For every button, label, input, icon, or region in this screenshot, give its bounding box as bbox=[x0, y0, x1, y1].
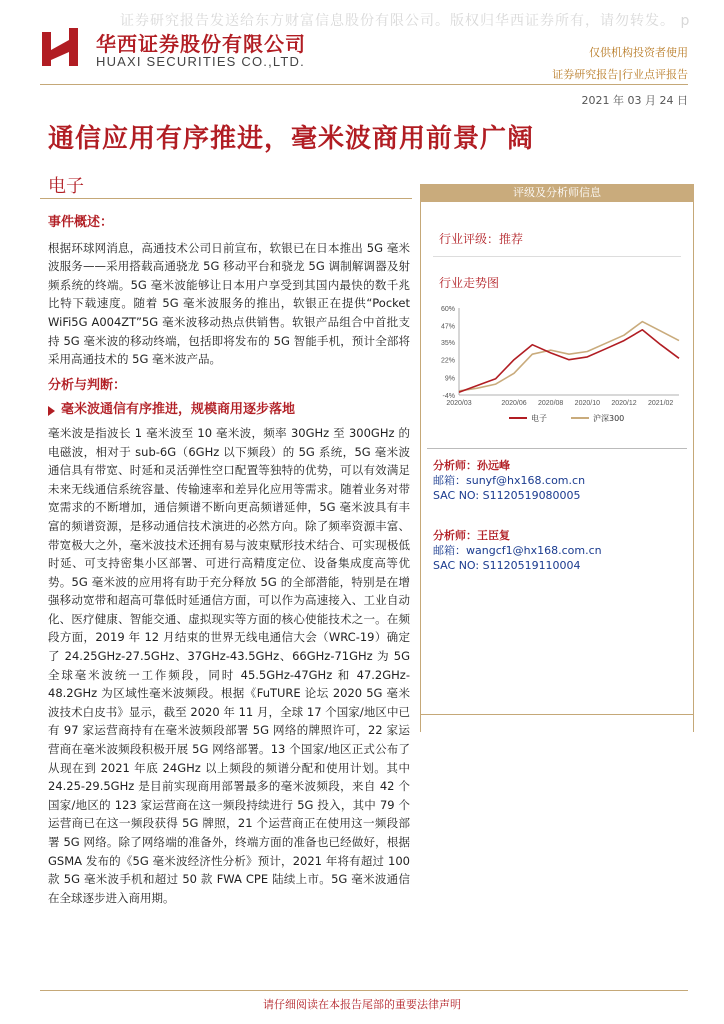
y-tick-label: 22% bbox=[440, 357, 455, 365]
series-line-电子 bbox=[459, 330, 679, 393]
analyst-1-sac: SAC NO: S1120519080005 bbox=[433, 489, 581, 502]
analyst-1-name: 分析师：孙远峰 bbox=[433, 459, 510, 472]
company-name-en: HUAXI SECURITIES CO.,LTD. bbox=[96, 54, 305, 69]
panel-body bbox=[420, 202, 694, 732]
analyst-1-email[interactable]: 邮箱：sunyf@hx168.com.cn bbox=[433, 474, 586, 487]
analyst-divider bbox=[427, 448, 687, 449]
sector-label: 电子 bbox=[48, 176, 84, 197]
x-tick-label: 2020/03 bbox=[446, 400, 472, 407]
event-heading: 事件概述： bbox=[48, 215, 114, 230]
y-tick-label: -4% bbox=[442, 393, 455, 400]
analyst-2-name: 分析师：王臣复 bbox=[433, 529, 510, 542]
analysis-text: 毫米波是指波长 1 毫米波至 10 毫米波，频率 30GHz 至 300GHz 的电磁波，相对于 sub-6G（6GHz 以下频段）的 5G 系统，5G 毫米波通信具有带宽、时延和灵活弹性空口配置等独特的优势，可以有效满足未来无线通信系统容量、传输速率和差异化应用等需求。随着业务对带宽需求的不断增加，通信频谱不断向更高频谱延伸，5G 毫米波具有丰富的频谱资源，是移动通信技术演进的必然方向。除了频率资源丰富、带宽极大之外，毫米波技术还拥有易与波束赋形技术结合、可实现极低时延、可支持密集小区部署、可进行高精度定位、设备集成度高等优势。5G 毫米波的应用将有助于充分释放 5G 的全部潜能，特别是在增强移动宽带和超高可靠低时延通信方面，可以作为高速接入、工业自动化、医疗健康、智能交通、虚拟现实等方面的核心使能技术之一。在频段方面，2019 年 12 月结束的世界无线电通信大会（WRC-19）确定了 24.25GHz-27.5GHz、37GHz-43.5GHz、66GHz-71GHz 为 5G 全球毫米波统一工作频段，同时 45.5GHz-47GHz 和 47.2GHz-48.2GHz 为区域性毫米波频段。根据《FuTURE 论坛 2020 5G 毫米波技术白皮书》显示，截至 2020 年 11 月，全球 17 个国家/地区中已有 97 家运营商持有在毫米波频段部署 5G 网络的牌照许可，22 家运营商在毫米波频段积极开展 5G 网络部署。13 个国家/地区正式公布了从现在到 2021 年底 24GHz 以上频段的频谱分配和使用计划。其中 24.25-29.5GHz 是目前实现商用部署最多的毫米波频段，来自 42 个国家/地区的 123 家运营商在这一频段持续进行 5G 投入，其中 79 个运营商已在这一频段获得 5G 牌照，21 个运营商正在使用这一频段部署 5G 网络。除了网络端的准备外，终端方面的准备也已经做好，根据 GSMA 发布的《5G 毫米波经济性分析》预计，2021 年将有超过 100 款 5G 毫米波手机和超过 50 款 FWA CPE 陆续上市。5G 毫米波通信在全球逐步进入商用期。 bbox=[48, 425, 410, 905]
watermark: 证券研究报告发送给东方财富信息股份有限公司。版权归华西证券所有，请勿转发。 p bbox=[120, 13, 691, 29]
report-date: 2021 年 03 月 24 日 bbox=[581, 94, 688, 107]
sector-divider bbox=[40, 198, 412, 199]
main-content bbox=[48, 210, 410, 907]
header-divider bbox=[40, 84, 688, 85]
analyst-1 bbox=[433, 458, 585, 503]
huaxi-logo-icon bbox=[40, 26, 80, 70]
analyst-2-email[interactable]: 邮箱：wangcf1@hx168.com.cn bbox=[433, 544, 602, 557]
report-title: 通信应用有序推进，毫米波商用前景广阔 bbox=[48, 124, 535, 154]
analyst-2 bbox=[433, 528, 602, 573]
trend-chart-label: 行业走势图 bbox=[439, 276, 500, 290]
y-tick-label: 47% bbox=[440, 323, 455, 331]
trend-chart bbox=[429, 300, 691, 430]
x-tick-label: 2020/10 bbox=[574, 400, 600, 407]
audience-note: 仅供机构投资者使用 bbox=[589, 46, 688, 59]
analysis-subheading-text: 毫米波通信有序推进，规模商用逐步落地 bbox=[61, 402, 296, 418]
rating-divider bbox=[433, 256, 681, 257]
company-name-cn: 华西证券股份有限公司 bbox=[96, 32, 306, 56]
x-tick-label: 2021/02 bbox=[648, 400, 674, 407]
footer-divider bbox=[40, 990, 688, 991]
x-tick-label: 2020/06 bbox=[501, 400, 527, 407]
y-tick-label: 9% bbox=[444, 375, 455, 383]
panel-bottom-border bbox=[420, 714, 694, 715]
y-tick-label: 60% bbox=[440, 306, 455, 313]
panel-title: 评级及分析师信息 bbox=[420, 184, 694, 202]
industry-rating: 行业评级：推荐 bbox=[439, 232, 524, 246]
event-text: 根据环球网消息，高通技术公司日前宣布，软银已在日本推出 5G 毫米波服务——采用搭载高通骁龙 5G 移动平台和骁龙 5G 调制解调器及射频系统的终端。5G 毫米波能够让日本用户享受到其国内最快的数千兆比特下载速度。随着 5G 毫米波服务的推出，软银正在提供“Pocket WiFi5G A004ZT”5G 毫米波移动热点供销售。软银产品组合中首批支持 5G 毫米波的移动终端，包括即将发布的 5G 智能手机，预计全部将采用高通技术的 5G 毫米波产品。 bbox=[48, 240, 410, 367]
legend-label: 沪深300 bbox=[593, 414, 625, 423]
x-tick-label: 2020/08 bbox=[538, 400, 564, 407]
analysis-heading: 分析与判断： bbox=[48, 377, 127, 393]
x-tick-label: 2020/12 bbox=[611, 400, 637, 407]
analysis-subheading bbox=[48, 401, 410, 420]
report-type: 证券研究报告|行业点评报告 bbox=[552, 68, 688, 81]
bullet-icon bbox=[48, 406, 55, 416]
rating-panel bbox=[420, 184, 694, 732]
y-tick-label: 35% bbox=[440, 339, 455, 347]
legend-label: 电子 bbox=[531, 414, 547, 423]
footer-disclaimer: 请仔细阅读在本报告尾部的重要法律声明 bbox=[263, 998, 461, 1011]
analyst-2-sac: SAC NO: S1120519110004 bbox=[433, 559, 581, 572]
